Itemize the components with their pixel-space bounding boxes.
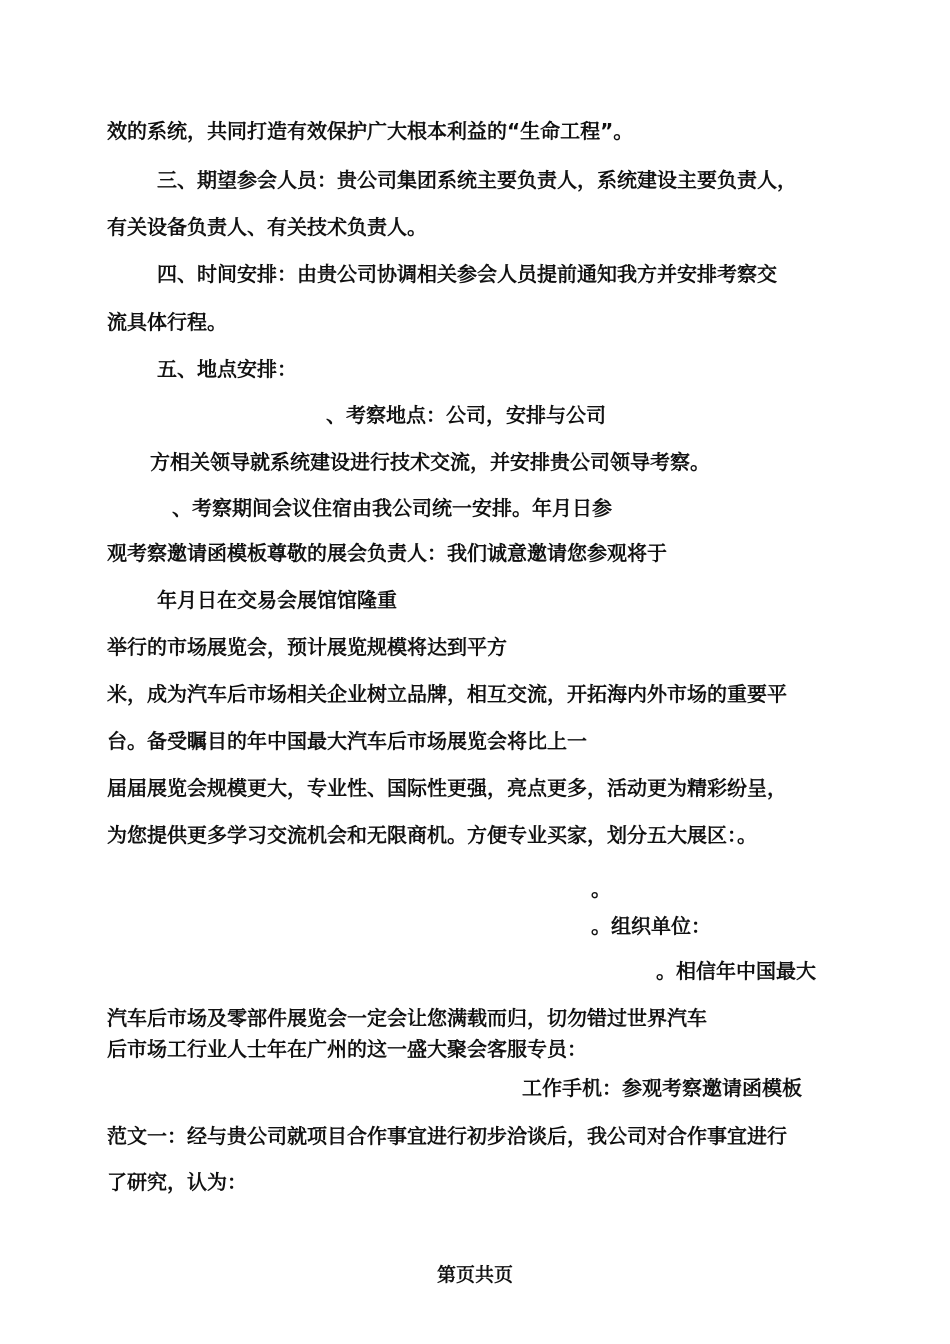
text-line: 工作手机：参观考察邀请函模板 — [522, 1076, 802, 1100]
text-line: 、考察地点：公司，安排与公司 — [326, 403, 606, 427]
text-line: 。组织单位： — [591, 914, 711, 938]
text-line: 台。备受瞩目的年中国最大汽车后市场展览会将比上一 — [107, 729, 587, 753]
text-line: 为您提供更多学习交流机会和无限商机。方便专业买家，划分五大展区：。 — [107, 823, 757, 847]
page-footer: 第页共页 — [436, 1264, 513, 1286]
text-line: 米，成为汽车后市场相关企业树立品牌，相互交流，开拓海内外市场的重要平 — [107, 682, 787, 706]
text-line: 举行的市场展览会，预计展览规模将达到平方 — [107, 635, 507, 659]
text-line: 了研究，认为： — [107, 1170, 247, 1194]
text-line: 观考察邀请函模板尊敬的展会负责人：我们诚意邀请您参观将于 — [107, 541, 667, 565]
text-line: 后市场工行业人士年在广州的这一盛大聚会客服专员： — [107, 1037, 587, 1061]
text-line: 范文一：经与贵公司就项目合作事宜进行初步洽谈后，我公司对合作事宜进行 — [107, 1124, 787, 1148]
text-line: 年月日在交易会展馆馆隆重 — [157, 588, 397, 612]
text-line: 。 — [591, 877, 611, 901]
text-line: 有关设备负责人、有关技术负责人。 — [107, 215, 427, 239]
text-line: 汽车后市场及零部件展览会一定会让您满载而归，切勿错过世界汽车 — [107, 1006, 707, 1030]
text-line: 方相关领导就系统建设进行技术交流，并安排贵公司领导考察。 — [150, 450, 710, 474]
text-line: 三、期望参会人员：贵公司集团系统主要负责人，系统建设主要负责人， — [157, 168, 797, 192]
text-line: 届届展览会规模更大，专业性、国际性更强，亮点更多，活动更为精彩纷呈， — [107, 776, 787, 800]
text-line: 效的系统，共同打造有效保护广大根本利益的“生命工程”。 — [107, 119, 634, 143]
text-line: 、考察期间会议住宿由我公司统一安排。年月日参 — [172, 496, 612, 520]
text-line: 流具体行程。 — [107, 310, 227, 334]
text-line: 五、地点安排： — [157, 357, 297, 381]
text-line: 四、时间安排：由贵公司协调相关参会人员提前通知我方并安排考察交 — [157, 262, 777, 286]
text-line: 。相信年中国最大 — [656, 959, 816, 983]
